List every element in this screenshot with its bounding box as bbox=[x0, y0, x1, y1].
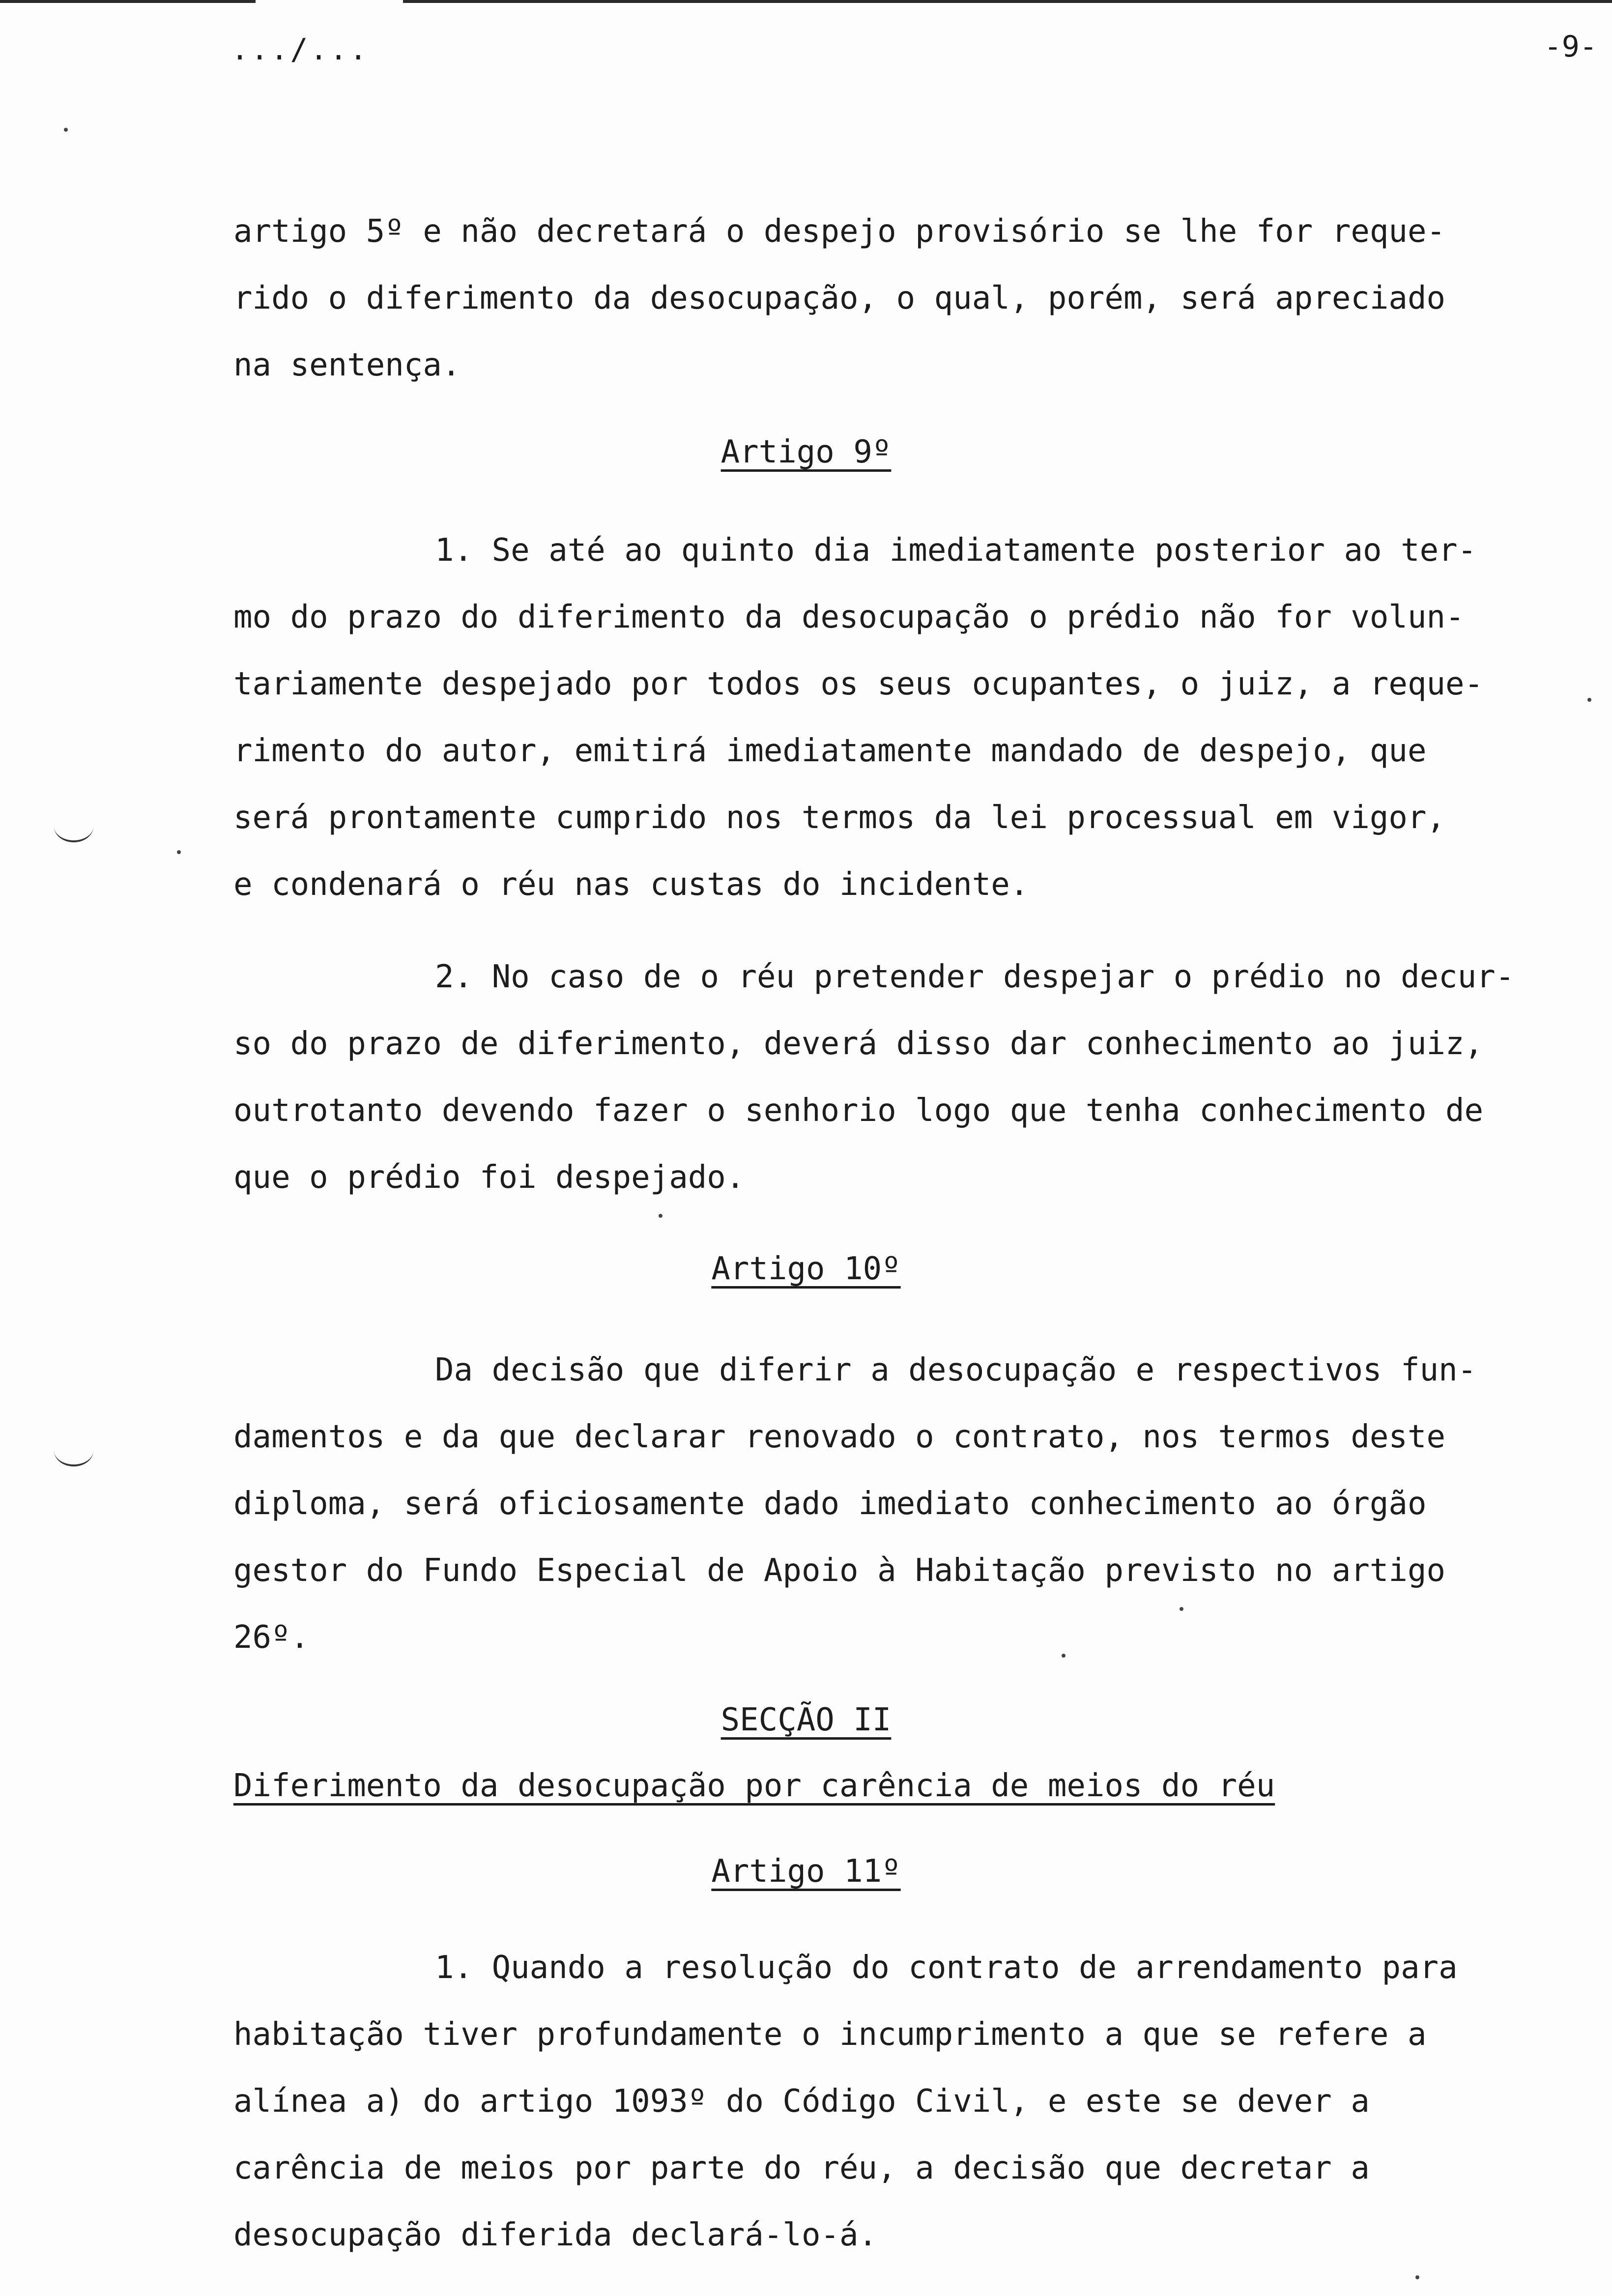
top-rule-gap bbox=[256, 0, 403, 4]
top-rule bbox=[0, 0, 1612, 3]
heading-artigo-9 bbox=[0, 432, 1612, 472]
text-line: tariamente despejado por todos os seus ocupantes, o juiz, a reque- bbox=[233, 666, 1484, 702]
paragraph-art11-1 bbox=[233, 1934, 1575, 2268]
heading-text: Artigo 10º bbox=[711, 1251, 901, 1287]
text-line: carência de meios por parte do réu, a decisão que decretar a bbox=[233, 2150, 1370, 2186]
paragraph-art10-1 bbox=[233, 1337, 1575, 1671]
text-line: será prontamente cumprido nos termos da lei processual em vigor, bbox=[233, 800, 1445, 836]
text-line: Da decisão que diferir a desocupação e respectivos fun- bbox=[435, 1352, 1477, 1388]
text-line: desocupação diferida declará-lo-á. bbox=[233, 2217, 878, 2253]
text-line: rimento do autor, emitirá imediatamente mandado de despejo, que bbox=[233, 733, 1427, 769]
text-line: na sentença. bbox=[233, 347, 461, 383]
heading-text: Artigo 11º bbox=[711, 1853, 901, 1890]
text-line: 2. No caso de o réu pretender despejar o prédio no decur- bbox=[435, 959, 1515, 995]
text-line: outrotanto devendo fazer o senhorio logo que tenha conhecimento de bbox=[233, 1092, 1484, 1129]
heading-seccao-2 bbox=[0, 1700, 1612, 1740]
heading-text: SECÇÃO II bbox=[720, 1702, 892, 1738]
paragraph-art9-1 bbox=[233, 517, 1575, 918]
text-line: 1. Quando a resolução do contrato de arrendamento para bbox=[435, 1950, 1458, 1986]
paragraph-intro bbox=[233, 198, 1575, 399]
text-line: e condenará o réu nas custas do incidente. bbox=[233, 866, 1029, 903]
scan-speck bbox=[64, 128, 68, 132]
text-line: alínea a) do artigo 1093º do Código Civil, e este se dever a bbox=[233, 2083, 1370, 2120]
scan-speck bbox=[1587, 698, 1591, 702]
continuation-mark: .../... bbox=[231, 32, 369, 67]
scan-speck bbox=[1062, 1654, 1065, 1658]
heading-text: Artigo 9º bbox=[720, 434, 892, 470]
paragraph-art9-2 bbox=[233, 944, 1575, 1211]
scan-speck bbox=[659, 1214, 662, 1218]
scan-speck bbox=[1180, 1607, 1183, 1611]
text-line: que o prédio foi despejado. bbox=[233, 1159, 745, 1196]
text-line: gestor do Fundo Especial de Apoio à Habitação previsto no artigo bbox=[233, 1552, 1445, 1589]
text-line: 26º. bbox=[233, 1619, 310, 1656]
scan-mark bbox=[54, 811, 93, 842]
page-number: -9- bbox=[1544, 29, 1597, 64]
text-line: habitação tiver profundamente o incumprimento a que se refere a bbox=[233, 2016, 1427, 2053]
text-line: damentos e da que declarar renovado o contrato, nos termos deste bbox=[233, 1419, 1445, 1455]
text-line: mo do prazo do diferimento da desocupação o prédio não for volun- bbox=[233, 599, 1465, 635]
text-line: rido o diferimento da desocupação, o qual, porém, será apreciado bbox=[233, 280, 1445, 316]
scan-speck bbox=[1415, 2275, 1419, 2279]
scan-mark bbox=[54, 1435, 93, 1466]
scan-speck bbox=[177, 850, 181, 854]
text-line: so do prazo de diferimento, deverá disso dar conhecimento ao juiz, bbox=[233, 1026, 1484, 1062]
text-line: 1. Se até ao quinto dia imediatamente posterior ao ter- bbox=[435, 532, 1477, 569]
heading-artigo-10 bbox=[0, 1249, 1612, 1289]
heading-artigo-11 bbox=[0, 1852, 1612, 1891]
section-subtitle: Diferimento da desocupação por carência de meios do réu bbox=[233, 1768, 1275, 1804]
text-line: artigo 5º e não decretará o despejo provisório se lhe for reque- bbox=[233, 213, 1445, 250]
text-line: diploma, será oficiosamente dado imediato conhecimento ao órgão bbox=[233, 1486, 1427, 1522]
